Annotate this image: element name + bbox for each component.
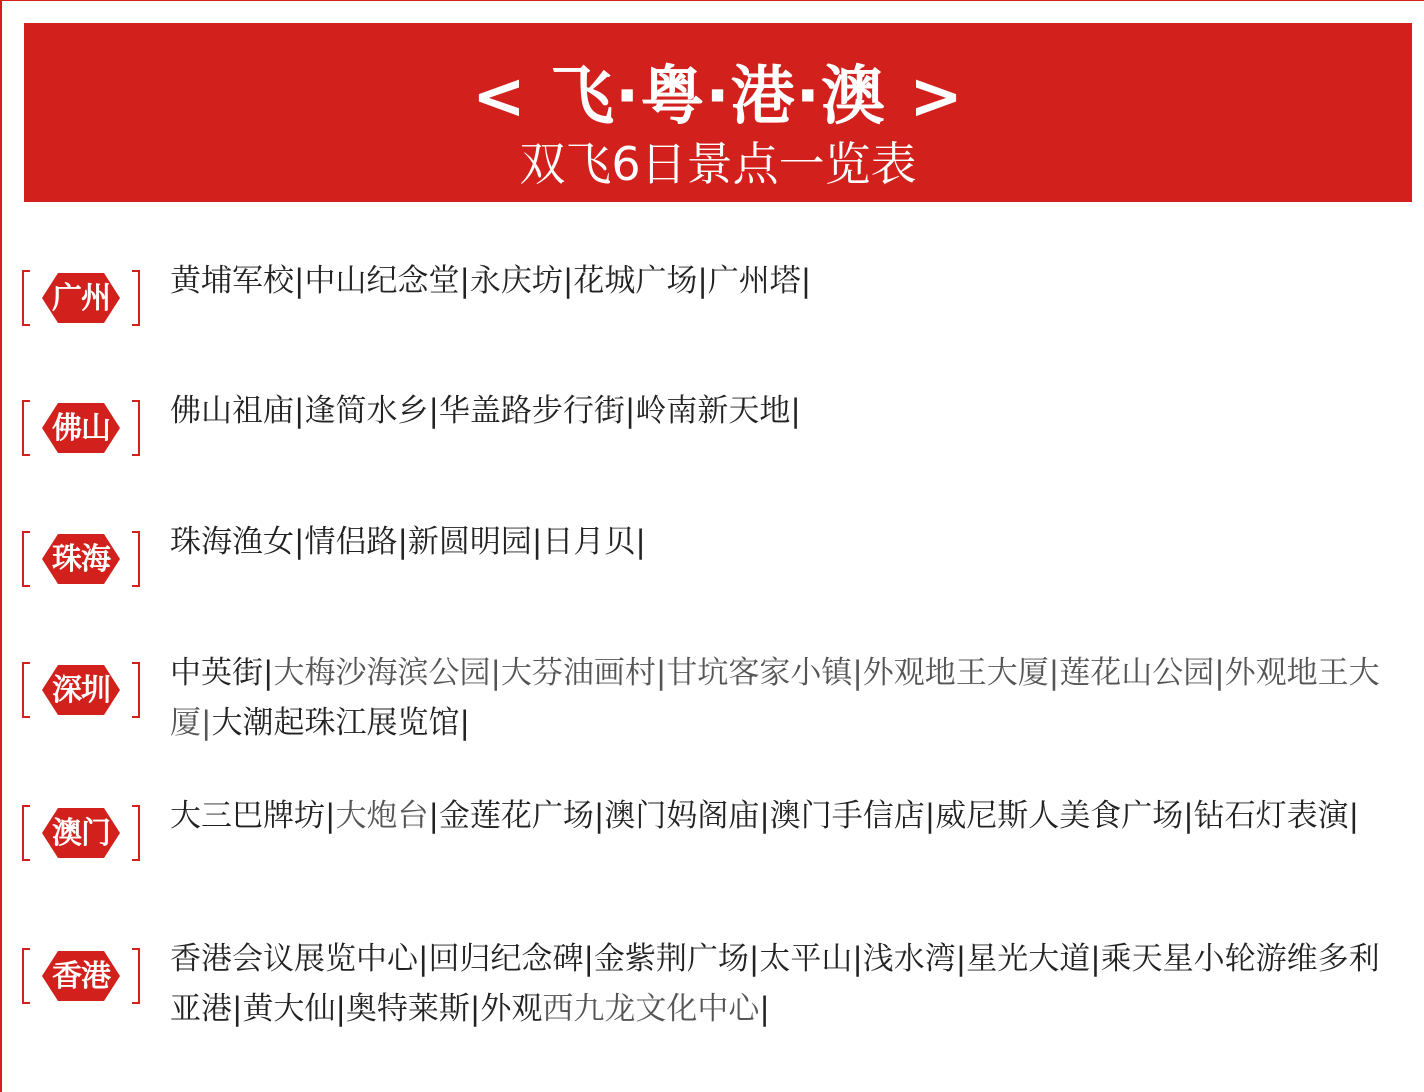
title-banner [24,23,1412,202]
spot-list: 佛山祖庙|逢简水乡|华盖路步行街|岭南新天地| [170,393,801,429]
spot-text: 大潮起珠江展览馆| [211,705,470,741]
city-badge [22,531,140,587]
spot-text: 大三巴牌坊| [170,798,336,834]
city-badge [22,270,140,326]
spot-list: 黄埔军校|中山纪念堂|永庆坊|花城广场|广州塔| [170,263,812,299]
spot-list [170,791,1390,841]
page-subtitle: 双飞6日景点一览表 [519,137,917,191]
city-badge [22,662,140,718]
spot-text: |金莲花广场|澳门妈阁庙|澳门手信店|威尼斯人美食广场|钻石灯表演| [428,798,1360,834]
spot-list [170,934,1390,1034]
city-badge [22,948,140,1004]
spot-text: 西九龙文化中心 [542,991,760,1027]
spot-text: | [759,991,770,1027]
spot-list: 珠海渔女|情侣路|新圆明园|日月贝| [170,524,646,560]
city-name: 深圳 [52,673,110,708]
city-name: 澳门 [52,816,110,851]
spot-text: 中英街| [170,655,274,691]
page-border-left [0,0,2,1092]
city-name: 佛山 [52,411,110,446]
spot-list [170,648,1390,748]
page-title: < 飞·粤·港·澳 > [472,60,964,134]
spot-text: 大炮台 [335,798,429,834]
city-name: 广州 [52,281,110,316]
spot-text: 香港会议展览中心|回归纪念碑|金紫荆广场|太平山|浅水湾|星光大道|乘天星小轮游维多利亚港|黄大仙|奥特莱斯|外观 [170,941,1380,1027]
page-border-top [0,0,1424,1]
city-badge [22,400,140,456]
city-badge [22,805,140,861]
city-name: 珠海 [52,542,110,577]
spot-text: 大梅沙海滨公园|大芬油画村|甘坑客家小镇|外观地王大厦|莲花山公园|外观地王大厦| [170,655,1380,741]
city-name: 香港 [52,959,110,994]
